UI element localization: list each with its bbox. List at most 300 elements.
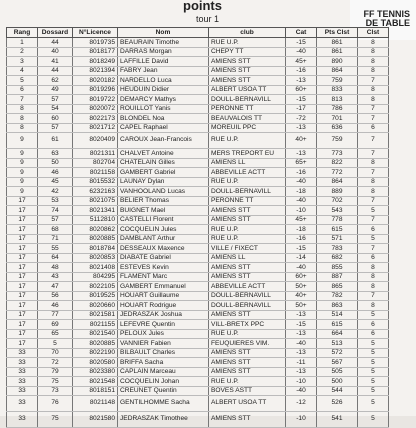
- cell-cat: -40: [286, 47, 317, 57]
- cell-rang: 8: [7, 123, 38, 133]
- cell-rang: 33: [7, 377, 38, 387]
- cell-cat: -13: [286, 310, 317, 320]
- cell-club: DOULL-BERNAVILL: [209, 301, 286, 311]
- cell-club: RUE U.P.: [209, 177, 286, 187]
- logo-line-1: FF TENNIS: [363, 9, 410, 19]
- cell-nom: GENTILHOMME Sacha: [118, 396, 209, 412]
- cell-clst: 7: [358, 76, 389, 86]
- cell-pts: 772: [317, 168, 358, 178]
- cell-dossard: 5: [38, 339, 73, 349]
- cell-pts: 855: [317, 263, 358, 273]
- cell-clst: 8: [358, 95, 389, 105]
- cell-nom: GAMBERT Emmanuel: [118, 282, 209, 292]
- cell-pts: 865: [317, 282, 358, 292]
- cell-pts: 782: [317, 291, 358, 301]
- cell-rang: 2: [7, 47, 38, 57]
- cell-pts: 541: [317, 412, 358, 428]
- cell-dossard: 76: [38, 396, 73, 412]
- cell-nom: DARRAS Morgan: [118, 47, 209, 57]
- table-row: [7, 412, 389, 428]
- cell-licence: 8018177: [73, 47, 118, 57]
- cell-licence: 8023380: [73, 367, 118, 377]
- table-row: [7, 57, 389, 67]
- cell-dossard: 69: [38, 320, 73, 330]
- cell-club: AMIENS STT: [209, 348, 286, 358]
- cell-rang: 17: [7, 282, 38, 292]
- cell-nom: GAMBERT Gabriel: [118, 168, 209, 178]
- cell-dossard: 73: [38, 386, 73, 396]
- cell-rang: 17: [7, 301, 38, 311]
- cell-nom: DEMARCY Mathys: [118, 95, 209, 105]
- cell-club: AMIENS STT: [209, 66, 286, 76]
- cell-dossard: 43: [38, 272, 73, 282]
- cell-clst: 6: [358, 320, 389, 330]
- cell-cat: -15: [286, 38, 317, 48]
- cell-dossard: 46: [38, 168, 73, 178]
- table-row: [7, 320, 389, 330]
- cell-rang: 17: [7, 215, 38, 225]
- cell-club: PERONNE TT: [209, 104, 286, 114]
- cell-cat: -40: [286, 177, 317, 187]
- table-row: [7, 301, 389, 311]
- table-row: [7, 206, 389, 216]
- cell-dossard: 64: [38, 253, 73, 263]
- cell-clst: 8: [358, 66, 389, 76]
- cell-pts: 833: [317, 85, 358, 95]
- cell-licence: 8018784: [73, 244, 118, 254]
- cell-cat: 65+: [286, 158, 317, 168]
- cell-dossard: 44: [38, 66, 73, 76]
- cell-dossard: 57: [38, 123, 73, 133]
- table-row: [7, 76, 389, 86]
- table-row: [7, 358, 389, 368]
- cell-pts: 861: [317, 38, 358, 48]
- cell-club: FEUQUIERES VIM.: [209, 339, 286, 349]
- cell-pts: 861: [317, 47, 358, 57]
- cell-pts: 615: [317, 225, 358, 235]
- cell-rang: 33: [7, 396, 38, 412]
- cell-cat: -40: [286, 263, 317, 273]
- cell-rang: 17: [7, 272, 38, 282]
- table-row: [7, 377, 389, 387]
- table-row: [7, 291, 389, 301]
- table-row: [7, 149, 389, 159]
- cell-clst: 5: [358, 206, 389, 216]
- cell-dossard: 55: [38, 244, 73, 254]
- table-row: [7, 329, 389, 339]
- cell-rang: 9: [7, 177, 38, 187]
- cell-dossard: 68: [38, 225, 73, 235]
- cell-dossard: 48: [38, 263, 73, 273]
- cell-pts: 615: [317, 320, 358, 330]
- cell-dossard: 40: [38, 47, 73, 57]
- cell-cat: 40+: [286, 133, 317, 149]
- cell-rang: 8: [7, 114, 38, 124]
- cell-licence: 8020885: [73, 234, 118, 244]
- cell-cat: -10: [286, 206, 317, 216]
- cell-rang: 17: [7, 339, 38, 349]
- table-row: [7, 85, 389, 95]
- cell-licence: 8018151: [73, 386, 118, 396]
- cell-cat: -40: [286, 339, 317, 349]
- cell-cat: -13: [286, 76, 317, 86]
- cell-nom: HOUART Rodrigue: [118, 301, 209, 311]
- cell-clst: 5: [358, 377, 389, 387]
- col-header-club: club: [209, 28, 286, 38]
- cell-club: RUE U.P.: [209, 377, 286, 387]
- cell-club: AMIENS STT: [209, 206, 286, 216]
- cell-licence: 8019296: [73, 85, 118, 95]
- logo-text: [364, 10, 411, 28]
- table-row: [7, 348, 389, 358]
- cell-licence: 8021580: [73, 412, 118, 428]
- cell-nom: DIABATE Gabriel: [118, 253, 209, 263]
- cell-licence: 8022105: [73, 282, 118, 292]
- cell-dossard: 77: [38, 310, 73, 320]
- cell-clst: 7: [358, 133, 389, 149]
- cell-cat: -15: [286, 95, 317, 105]
- cell-pts: 759: [317, 133, 358, 149]
- cell-clst: 8: [358, 187, 389, 197]
- cell-dossard: 42: [38, 187, 73, 197]
- cell-clst: 8: [358, 272, 389, 282]
- cell-club: DOULL-BERNAVILL: [209, 291, 286, 301]
- cell-clst: 6: [358, 329, 389, 339]
- cell-pts: 567: [317, 358, 358, 368]
- cell-clst: 5: [358, 358, 389, 368]
- cell-licence: 8019525: [73, 291, 118, 301]
- cell-nom: HOUART Guillaume: [118, 291, 209, 301]
- cell-clst: 5: [358, 348, 389, 358]
- cell-pts: 701: [317, 114, 358, 124]
- cell-rang: 9: [7, 133, 38, 149]
- cell-nom: FABRY Jean: [118, 66, 209, 76]
- cell-cat: -15: [286, 320, 317, 330]
- cell-clst: 6: [358, 225, 389, 235]
- cell-cat: 45+: [286, 215, 317, 225]
- cell-cat: -18: [286, 187, 317, 197]
- cell-dossard: 45: [38, 177, 73, 187]
- table-row: [7, 253, 389, 263]
- cell-cat: -18: [286, 225, 317, 235]
- cell-cat: -13: [286, 367, 317, 377]
- cell-nom: CAPEL Raphael: [118, 123, 209, 133]
- cell-pts: 572: [317, 348, 358, 358]
- table-row: [7, 396, 389, 412]
- cell-rang: 8: [7, 104, 38, 114]
- cell-clst: 5: [358, 396, 389, 412]
- cell-rang: 9: [7, 187, 38, 197]
- cell-club: RUE U.P.: [209, 38, 286, 48]
- cell-cat: -11: [286, 358, 317, 368]
- cell-rang: 9: [7, 158, 38, 168]
- cell-pts: 783: [317, 244, 358, 254]
- cell-nom: LAFFILLE David: [118, 57, 209, 67]
- cell-rang: 33: [7, 412, 38, 428]
- cell-licence: 8019735: [73, 38, 118, 48]
- cell-clst: 5: [358, 412, 389, 428]
- cell-clst: 7: [358, 114, 389, 124]
- cell-clst: 7: [358, 104, 389, 114]
- table-row: [7, 244, 389, 254]
- cell-nom: VANHOOLAND Lucas: [118, 187, 209, 197]
- cell-licence: 8020885: [73, 339, 118, 349]
- cell-rang: 9: [7, 168, 38, 178]
- cell-licence: 8022173: [73, 114, 118, 124]
- cell-pts: 887: [317, 272, 358, 282]
- cell-club: RUE U.P.: [209, 225, 286, 235]
- cell-clst: 7: [358, 196, 389, 206]
- cell-licence: 8021548: [73, 377, 118, 387]
- cell-licence: 8015532: [73, 177, 118, 187]
- cell-club: ABBEVILLE ACTT: [209, 282, 286, 292]
- cell-cat: -10: [286, 377, 317, 387]
- cell-rang: 17: [7, 263, 38, 273]
- cell-licence: 8021341: [73, 206, 118, 216]
- cell-rang: 6: [7, 85, 38, 95]
- cell-pts: 636: [317, 123, 358, 133]
- col-header-licence: N°Licence: [73, 28, 118, 38]
- cell-club: AMIENS STT: [209, 215, 286, 225]
- cell-club: RUE U.P.: [209, 133, 286, 149]
- table-row: [7, 282, 389, 292]
- col-header-dossard: Dossard: [38, 28, 73, 38]
- cell-rang: 17: [7, 196, 38, 206]
- cell-rang: 17: [7, 329, 38, 339]
- cell-club: BOVES ASTT: [209, 386, 286, 396]
- cell-licence: 8020862: [73, 225, 118, 235]
- cell-nom: CASTELLI Florent: [118, 215, 209, 225]
- table-row: [7, 310, 389, 320]
- cell-licence: 8020853: [73, 253, 118, 263]
- cell-cat: 60+: [286, 85, 317, 95]
- cell-rang: 17: [7, 310, 38, 320]
- cell-dossard: 63: [38, 149, 73, 159]
- cell-dossard: 74: [38, 206, 73, 216]
- cell-clst: 8: [358, 282, 389, 292]
- cell-nom: LEFEVRE Quentin: [118, 320, 209, 330]
- cell-nom: COCQUELIN Johan: [118, 377, 209, 387]
- cell-cat: -17: [286, 104, 317, 114]
- cell-nom: CHATELAIN Gilles: [118, 158, 209, 168]
- cell-pts: 664: [317, 329, 358, 339]
- cell-pts: 773: [317, 149, 358, 159]
- cell-pts: 514: [317, 310, 358, 320]
- cell-licence: 8021155: [73, 320, 118, 330]
- table-row: [7, 272, 389, 282]
- col-header-rang: Rang: [7, 28, 38, 38]
- col-header-clst: Clst: [358, 28, 389, 38]
- cell-licence: 8020580: [73, 358, 118, 368]
- cell-rang: 33: [7, 358, 38, 368]
- cell-clst: 7: [358, 215, 389, 225]
- cell-rang: 3: [7, 57, 38, 67]
- cell-nom: ESTEVES Kevin: [118, 263, 209, 273]
- cell-nom: BRIFFA Sacha: [118, 358, 209, 368]
- cell-clst: 8: [358, 57, 389, 67]
- cell-club: AMIENS STT: [209, 358, 286, 368]
- cell-nom: LAUNAY Dylan: [118, 177, 209, 187]
- table-row: [7, 95, 389, 105]
- cell-licence: 8021540: [73, 329, 118, 339]
- cell-pts: 778: [317, 215, 358, 225]
- cell-clst: 8: [358, 177, 389, 187]
- cell-dossard: 44: [38, 38, 73, 48]
- cell-pts: 513: [317, 339, 358, 349]
- cell-clst: 8: [358, 38, 389, 48]
- results-table: [6, 27, 389, 428]
- cell-nom: DAMBLANT Arthur: [118, 234, 209, 244]
- cell-dossard: 47: [38, 282, 73, 292]
- table-header-row: [7, 28, 389, 38]
- cell-cat: -13: [286, 123, 317, 133]
- cell-dossard: 72: [38, 358, 73, 368]
- cell-dossard: 50: [38, 158, 73, 168]
- cell-club: ALBERT USOA TT: [209, 85, 286, 95]
- cell-rang: 17: [7, 244, 38, 254]
- cell-cat: -13: [286, 329, 317, 339]
- cell-nom: BILBAULT Charles: [118, 348, 209, 358]
- cell-nom: BLONDEL Noa: [118, 114, 209, 124]
- cell-clst: 8: [358, 158, 389, 168]
- cell-club: AMIENS STT: [209, 272, 286, 282]
- table-row: [7, 38, 389, 48]
- table-row: [7, 177, 389, 187]
- cell-dossard: 61: [38, 133, 73, 149]
- table-row: [7, 234, 389, 244]
- cell-clst: 7: [358, 149, 389, 159]
- table-row: [7, 196, 389, 206]
- table-row: [7, 187, 389, 197]
- cell-licence: 8020072: [73, 104, 118, 114]
- cell-nom: CAROUX Jean-Francois: [118, 133, 209, 149]
- cell-club: CHEPY TT: [209, 47, 286, 57]
- cell-rang: 33: [7, 348, 38, 358]
- cell-club: AMIENS STT: [209, 263, 286, 273]
- cell-cat: -12: [286, 396, 317, 412]
- cell-clst: 7: [358, 244, 389, 254]
- cell-club: VILL-BRETX PPC: [209, 320, 286, 330]
- cell-club: AMIENS STT: [209, 57, 286, 67]
- cell-pts: 822: [317, 158, 358, 168]
- cell-licence: 8019722: [73, 95, 118, 105]
- cell-cat: -16: [286, 234, 317, 244]
- page-title: points: [183, 0, 222, 13]
- cell-clst: 5: [358, 386, 389, 396]
- logo-line-2: DE TABLE: [365, 18, 410, 28]
- cell-dossard: 56: [38, 291, 73, 301]
- cell-rang: 33: [7, 367, 38, 377]
- cell-rang: 1: [7, 38, 38, 48]
- cell-dossard: 75: [38, 412, 73, 428]
- table-row: [7, 114, 389, 124]
- cell-cat: -13: [286, 149, 317, 159]
- table-row: [7, 47, 389, 57]
- cell-licence: 8021158: [73, 168, 118, 178]
- table-row: [7, 158, 389, 168]
- cell-clst: 6: [358, 253, 389, 263]
- cell-nom: BUIGNET Mael: [118, 206, 209, 216]
- cell-pts: 702: [317, 196, 358, 206]
- cell-licence: 8021394: [73, 66, 118, 76]
- cell-licence: 8021311: [73, 149, 118, 159]
- cell-clst: 7: [358, 168, 389, 178]
- cell-cat: -40: [286, 386, 317, 396]
- cell-licence: 6232163: [73, 187, 118, 197]
- cell-licence: 5112810: [73, 215, 118, 225]
- cell-cat: -40: [286, 196, 317, 206]
- cell-nom: COCQUELIN Jules: [118, 225, 209, 235]
- cell-club: BEAUVALOIS TT: [209, 114, 286, 124]
- cell-nom: PELOUX Jules: [118, 329, 209, 339]
- cell-rang: 17: [7, 291, 38, 301]
- cell-cat: -72: [286, 114, 317, 124]
- cell-dossard: 53: [38, 196, 73, 206]
- cell-rang: 17: [7, 234, 38, 244]
- cell-dossard: 49: [38, 85, 73, 95]
- cell-club: AMIENS LL: [209, 253, 286, 263]
- tour-label: tour 1: [196, 14, 220, 24]
- cell-clst: 5: [358, 339, 389, 349]
- table-row: [7, 66, 389, 76]
- col-header-cat: Cat: [286, 28, 317, 38]
- cell-dossard: 79: [38, 367, 73, 377]
- cell-pts: 889: [317, 187, 358, 197]
- cell-dossard: 41: [38, 57, 73, 67]
- table-row: [7, 215, 389, 225]
- cell-pts: 759: [317, 76, 358, 86]
- cell-cat: 50+: [286, 301, 317, 311]
- table-row: [7, 133, 389, 149]
- table-row: [7, 123, 389, 133]
- cell-clst: 8: [358, 85, 389, 95]
- cell-cat: -16: [286, 168, 317, 178]
- cell-club: ALBERT USOA TT: [209, 396, 286, 412]
- cell-licence: 8021148: [73, 396, 118, 412]
- cell-nom: DESSEAUX Maxence: [118, 244, 209, 254]
- cell-licence: 8021712: [73, 123, 118, 133]
- cell-dossard: 54: [38, 104, 73, 114]
- cell-cat: -14: [286, 253, 317, 263]
- cell-pts: 890: [317, 57, 358, 67]
- cell-pts: 543: [317, 206, 358, 216]
- cell-rang: 17: [7, 320, 38, 330]
- cell-clst: 7: [358, 291, 389, 301]
- cell-club: AMIENS STT: [209, 310, 286, 320]
- cell-licence: 8018249: [73, 57, 118, 67]
- cell-nom: JEDRASZAK Timothee: [118, 412, 209, 428]
- cell-nom: NARDELLO Luca: [118, 76, 209, 86]
- cell-dossard: 60: [38, 114, 73, 124]
- col-header-pts: Pts Clst: [317, 28, 358, 38]
- table-row: [7, 168, 389, 178]
- cell-cat: -15: [286, 244, 317, 254]
- cell-licence: 8022190: [73, 348, 118, 358]
- cell-nom: JEDRASZAK Joshua: [118, 310, 209, 320]
- cell-clst: 5: [358, 367, 389, 377]
- cell-licence: 8020660: [73, 301, 118, 311]
- cell-club: DOULL-BERNAVILL: [209, 95, 286, 105]
- table-body: [7, 38, 389, 428]
- cell-club: ABBEVILLE ACTT: [209, 168, 286, 178]
- cell-pts: 500: [317, 377, 358, 387]
- cell-rang: 4: [7, 66, 38, 76]
- cell-club: MOREUIL PPC: [209, 123, 286, 133]
- cell-cat: -10: [286, 412, 317, 428]
- cell-licence: 8020182: [73, 76, 118, 86]
- cell-dossard: 71: [38, 234, 73, 244]
- table-row: [7, 225, 389, 235]
